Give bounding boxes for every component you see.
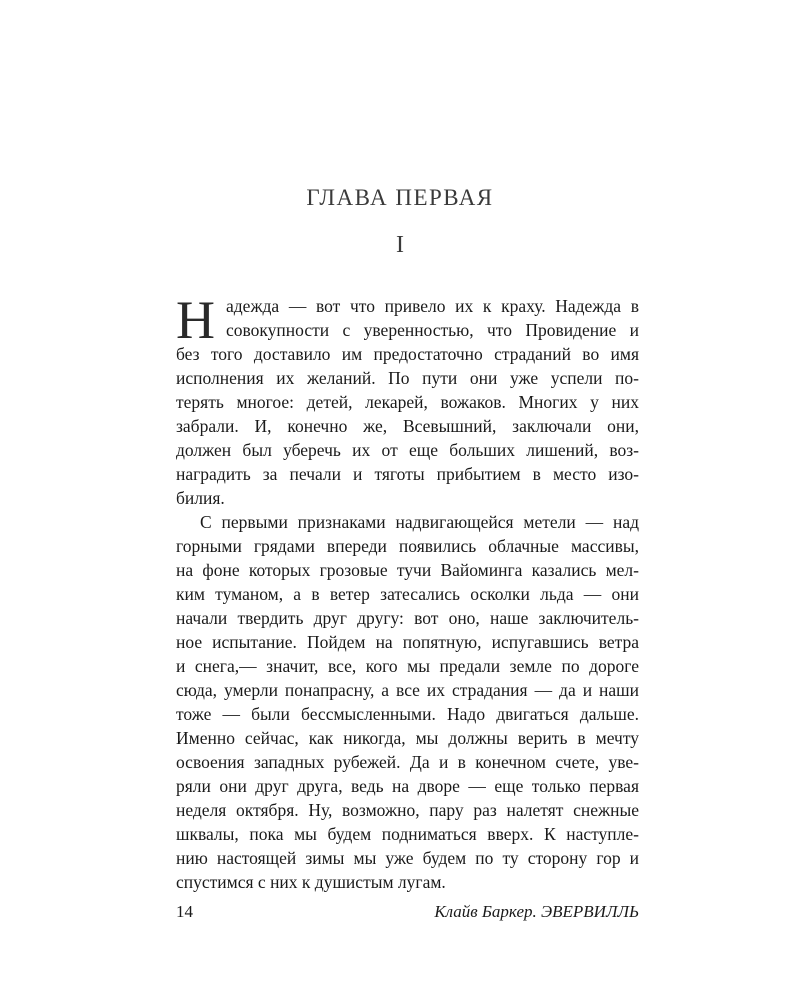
text-line: сюда, умерли понапрасну, а все их страдания — да и наши — [176, 680, 639, 700]
text-line: Именно сейчас, как никогда, мы должны верить в мечту — [176, 728, 639, 748]
text-line: тоже — были бессмысленными. Надо двигаться дальше. — [176, 704, 639, 724]
text-line: адежда — вот что привело их к краху. Надежда в — [226, 296, 639, 316]
running-title: Клайв Баркер. ЭВЕРВИЛЛЬ — [434, 902, 639, 921]
text-line: без того доставило им предостаточно страданий во имя — [176, 344, 639, 364]
text-line: нию настоящей зимы мы уже будем по ту сторону гор и — [176, 848, 639, 868]
text-line: шквалы, пока мы будем подниматься вверх. К наступле- — [176, 824, 639, 844]
page-number: 14 — [176, 902, 193, 921]
text-line: освоения западных рубежей. Да и в конечном счете, уве- — [176, 752, 639, 772]
paragraph-1 — [176, 290, 639, 510]
text-line: и снега,— значит, все, кого мы предали земле по дороге — [176, 656, 639, 676]
text-line: С первыми признаками надвигающейся метели — над — [200, 512, 639, 532]
text-line: забрали. И, конечно же, Всевышний, заключали они, — [176, 416, 639, 436]
text-line: начали твердить друг другу: вот оно, наше заключитель- — [176, 608, 639, 628]
text-line: ким туманом, а в ветер затесались осколки льда — они — [176, 584, 639, 604]
text-line: наградить за печали и тяготы прибытием в место изо- — [176, 464, 639, 484]
text-line: исполнения их желаний. По пути они уже успели по- — [176, 368, 639, 388]
text-line: совокупности с уверенностью, что Провидение и — [226, 320, 639, 340]
paragraph-2 — [176, 510, 639, 894]
text-line: билия. — [176, 488, 225, 508]
chapter-title: ГЛАВА ПЕРВАЯ — [306, 185, 494, 210]
text-line: ряли они друг друга, ведь на дворе — еще только первая — [176, 776, 639, 796]
section-numeral: I — [396, 232, 404, 258]
text-line: неделя октября. Ну, возможно, пару раз налетят снежные — [176, 800, 639, 820]
body-text — [176, 290, 639, 894]
text-line: на фоне которых грозовые тучи Вайоминга казались мел- — [176, 560, 639, 580]
text-line: горными грядами впереди появились облачные массивы, — [176, 536, 639, 556]
text-line: должен был уберечь их от еще больших лишений, воз- — [176, 440, 639, 460]
text-line: терять многое: детей, лекарей, вожаков. Многих у них — [176, 392, 639, 412]
text-line: ное испытание. Пойдем на попятную, испугавшись ветра — [176, 632, 639, 652]
text-line: спустимся с них к душистым лугам. — [176, 872, 446, 892]
drop-cap: Н — [176, 290, 215, 350]
